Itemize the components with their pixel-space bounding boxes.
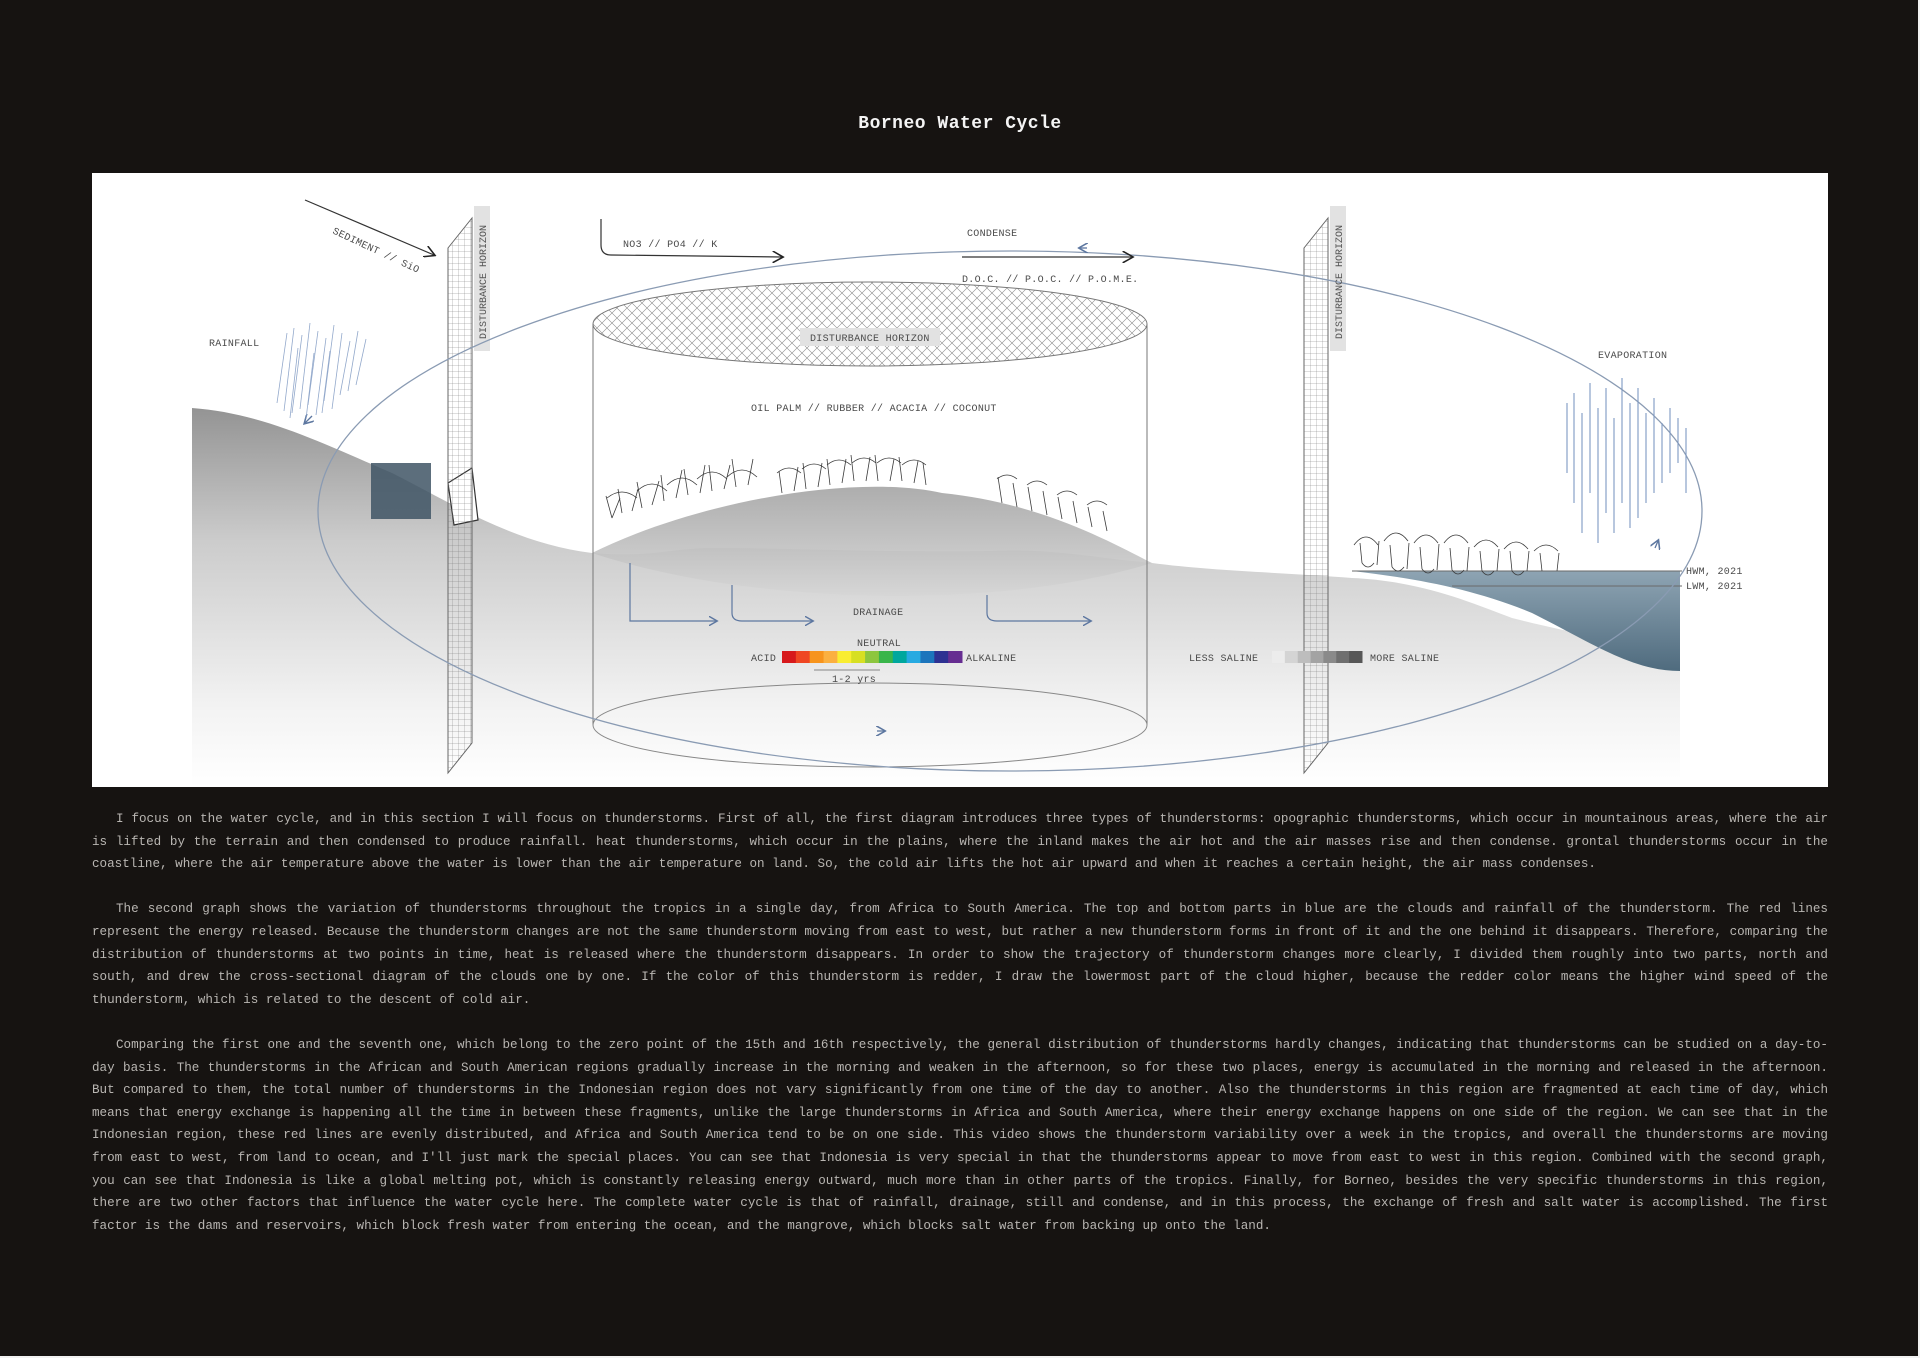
salinity-swatch: [1285, 651, 1298, 663]
condense-label: CONDENSE: [967, 229, 1018, 240]
rainfall-label: RAINFALL: [209, 339, 260, 350]
left-horizon-label: DISTURBANCE HORIZON: [479, 224, 490, 339]
ph-swatch: [810, 651, 824, 663]
salinity-swatch: [1323, 651, 1336, 663]
sediment-label: SEDIMENT // SiO: [330, 226, 421, 277]
salinity-swatch: [1336, 651, 1349, 663]
organic-carbon-label: D.O.C. // P.O.C. // P.O.M.E.: [962, 275, 1139, 286]
less-saline-label: LESS SALINE: [1189, 654, 1259, 665]
ph-swatch: [893, 651, 907, 663]
nutrients-label: NO3 // PO4 // K: [623, 240, 718, 251]
loop-arrow-right: [1655, 541, 1658, 548]
neutral-label: NEUTRAL: [857, 639, 902, 650]
ph-swatch: [934, 651, 948, 663]
evaporation-streaks: [1567, 378, 1686, 543]
hwm-label: HWM, 2021: [1686, 567, 1743, 578]
ph-swatch: [948, 651, 962, 663]
mangrove-trees: [1354, 533, 1559, 575]
drainage-label: DRAINAGE: [853, 608, 904, 619]
essay-text: [92, 808, 1828, 1260]
ph-swatch: [796, 651, 810, 663]
ph-scale: [782, 651, 963, 663]
more-saline-label: MORE SALINE: [1370, 654, 1440, 665]
salinity-swatch: [1298, 651, 1311, 663]
salinity-swatch: [1272, 651, 1285, 663]
salinity-swatch: [1349, 651, 1362, 663]
ph-swatch: [879, 651, 893, 663]
evaporation-label: EVAPORATION: [1598, 351, 1668, 362]
alkaline-label: ALKALINE: [966, 654, 1017, 665]
right-horizon-label: DISTURBANCE HORIZON: [1335, 224, 1346, 339]
ph-swatch: [824, 651, 838, 663]
cylinder-top: [593, 282, 1147, 366]
page-title: Borneo Water Cycle: [858, 114, 1062, 134]
essay-paragraph: I focus on the water cycle, and in this section I will focus on thunderstorms. First of all, the first diagram introduces three types of thunderstorms: opographic thunderstorms, which occur in mountainous areas, where the air is lifted by the terrain and then condensed to produce rainfall. heat thunderstorms, which occur in the plains, where the inland makes the air hot and the air masses rise and then condense. grontal thunderstorms occur in the coastline, where the air temperature above the water is lower than the air temperature on land. So, the cold air lifts the hot air upward and when it reaches a certain height, the air mass condenses.: [92, 812, 1828, 872]
center-horizon-label: DISTURBANCE HORIZON: [810, 334, 930, 345]
water-cycle-diagram: [92, 173, 1828, 787]
essay-paragraph: The second graph shows the variation of thunderstorms throughout the tropics in a single day, from Africa to South America. The top and bottom parts in blue are the clouds and rainfall of the thunderstorm. The red lines represent the energy released. Because the thunderstorm changes are not the same thunderstorm moving from east to west, but rather a new thunderstorm forms in front of it and the one behind it disappears. Therefore, comparing the distribution of thunderstorms at two points in time, heat is released where the thunderstorm disappears. In order to show the trajectory of thunderstorm changes more clearly, I divided them roughly into two parts, north and south, and drew the cross-sectional diagram of the clouds one by one. If the color of this thunderstorm is redder, I draw the lowermost part of the cloud higher, because the redder color means the higher wind speed of the thunderstorm, which is related to the descent of cold air.: [92, 902, 1828, 1007]
lwm-label: LWM, 2021: [1686, 582, 1743, 593]
ph-swatch: [865, 651, 879, 663]
acid-label: ACID: [751, 654, 777, 665]
salinity-scale: [1272, 651, 1363, 663]
essay-paragraph: Comparing the first one and the seventh one, which belong to the zero point of the 15th and 16th respectively, the general distribution of thunderstorms hardly changes, indicating that thunderstorms can be studied on a day-to-day basis. The thunderstorms in the African and South American regions gradually increase in the morning and weaken in the afternoon, so for these two places, energy is accumulated in the morning and released in the afternoon. But compared to them, the total number of thunderstorms in the Indonesian region does not vary significantly from one time of the day to another. Also the thunderstorms in this region are fragmented at each time of day, which means that energy exchange is happening all the time in between these fragments, unlike the large thunderstorms in Africa and South America, where their energy exchange happens on one side of the region. We can see that in the Indonesian region, these red lines are evenly distributed, and Africa and South America tend to be on one side. This video shows the thunderstorm variability over a week in the tropics, and overall the thunderstorms are moving from east to west, from land to ocean, and I'll just mark the special places. You can see that Indonesia is very special in that the thunderstorms appear to move from east to west in this region. Combined with the second graph, you can see that Indonesia is like a global melting pot, which is constantly releasing energy outward, much more than in other parts of the tropics. Finally, for Borneo, besides the very specific thunderstorms in this region, there are two other factors that influence the water cycle here. The complete water cycle is that of rainfall, drainage, still and condense, and in this process, the exchange of fresh and salt water is accomplished. The first factor is the dams and reservoirs, which block fresh water from entering the ocean, and the mangrove, which blocks salt water from backing up onto the land.: [92, 1037, 1828, 1233]
right-horizon-panel: [1304, 218, 1328, 773]
ph-swatch: [851, 651, 865, 663]
ph-duration-label: 1-2 yrs: [832, 675, 877, 686]
nutrients-arrow: [601, 219, 782, 257]
ph-swatch: [782, 651, 796, 663]
reservoir-block: [371, 463, 431, 519]
ph-swatch: [907, 651, 921, 663]
left-horizon-panel: [448, 218, 472, 773]
diagram-canvas: [92, 173, 1828, 787]
rainfall-streaks: [277, 323, 366, 419]
salinity-swatch: [1311, 651, 1324, 663]
crops-label: OIL PALM // RUBBER // ACACIA // COCONUT: [751, 404, 997, 415]
ph-swatch: [837, 651, 851, 663]
ph-swatch: [920, 651, 934, 663]
